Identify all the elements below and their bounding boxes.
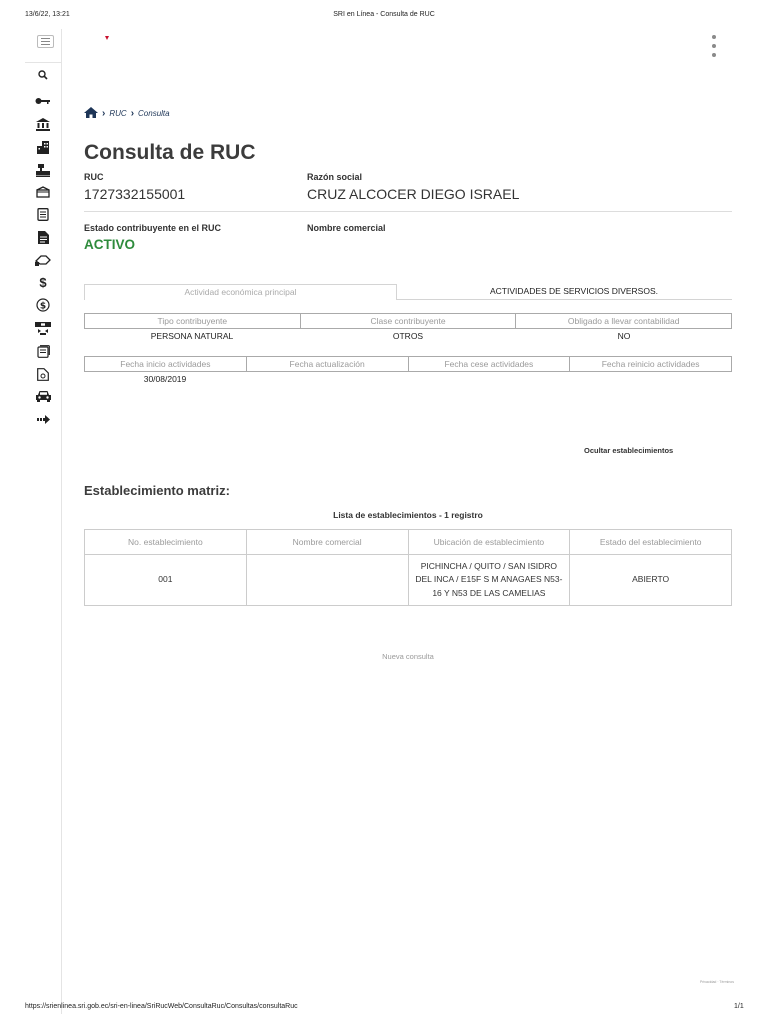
fecha-cese-header: Fecha cese actividades <box>409 357 571 371</box>
nombre-comercial-label: Nombre comercial <box>307 223 386 233</box>
estado-value: ACTIVO <box>84 237 136 252</box>
page-title: Consulta de RUC <box>84 141 256 164</box>
menu-icon[interactable] <box>37 35 54 48</box>
file-icon[interactable] <box>34 229 52 245</box>
divider <box>397 299 732 300</box>
fechas-grid <box>84 356 732 386</box>
more-options-icon[interactable] <box>706 35 722 57</box>
fecha-actualizacion-value <box>246 372 408 386</box>
svg-text:$: $ <box>39 301 47 312</box>
ruc-label: RUC <box>84 172 104 182</box>
no-establecimiento-header: No. establecimiento <box>85 530 247 555</box>
ruc-value: 1727332155001 <box>84 186 186 202</box>
tipo-grid-values <box>84 329 732 343</box>
arrow-right-icon[interactable] <box>34 411 52 427</box>
ubicacion-header: Ubicación de establecimiento <box>408 530 570 555</box>
print-page-number: 1/1 <box>734 1003 744 1010</box>
chevron-right-icon: › <box>102 107 106 119</box>
actividad-label: Actividad económica principal <box>84 284 397 300</box>
privacy-terms-link[interactable]: Privacidad · Términos <box>700 980 734 984</box>
print-url: https://srienlinea.sri.gob.ec/sri-en-linea/SriRucWeb/ConsultaRuc/Consultas/consultaRuc <box>25 1003 298 1010</box>
fechas-grid-header <box>84 356 732 372</box>
fecha-reinicio-value <box>570 372 732 386</box>
breadcrumb <box>84 106 170 120</box>
bank-icon[interactable] <box>34 116 52 132</box>
divider <box>84 211 732 212</box>
obligado-contabilidad-value: NO <box>617 331 631 341</box>
establecimientos-caption: Lista de establecimientos - 1 registro <box>333 510 483 520</box>
logo-marker-icon <box>105 36 109 40</box>
obligado-contabilidad-header: Obligado a llevar contabilidad <box>567 316 680 326</box>
clase-contribuyente-value: OTROS <box>392 331 424 341</box>
establecimientos-table <box>84 529 732 606</box>
key-icon[interactable] <box>34 93 52 109</box>
chevron-right-icon: › <box>130 107 135 119</box>
estado-label: Estado contribuyente en el RUC <box>84 223 222 233</box>
nueva-consulta-button[interactable]: Nueva consulta <box>382 652 434 661</box>
tipo-grid-header <box>84 313 732 329</box>
hand-icon[interactable] <box>34 252 52 268</box>
document-search-icon[interactable] <box>34 366 52 382</box>
home-icon[interactable] <box>84 107 98 120</box>
box-icon[interactable] <box>34 184 52 200</box>
buildings-icon[interactable] <box>34 139 52 155</box>
document-icon[interactable] <box>34 206 52 222</box>
table-header-row <box>85 530 732 555</box>
clase-contribuyente-header: Clase contribuyente <box>301 314 517 328</box>
cash-register-icon[interactable] <box>34 162 52 178</box>
nombre-comercial-header: Nombre comercial <box>246 530 408 555</box>
dollar-icon[interactable]: $ <box>39 274 47 290</box>
fecha-inicio-header: Fecha inicio actividades <box>85 357 247 371</box>
establecimiento-matriz-title: Establecimiento matriz: <box>84 483 230 498</box>
nombre-comercial-cell <box>246 555 408 606</box>
tipo-grid <box>84 313 732 343</box>
estado-establecimiento-header: Estado del establecimiento <box>570 530 732 555</box>
fechas-grid-values <box>84 372 732 386</box>
ocultar-establecimientos-button[interactable]: Ocultar establecimientos <box>584 446 674 455</box>
sidebar <box>25 29 62 1014</box>
car-icon[interactable] <box>34 388 52 404</box>
fecha-actualizacion-header: Fecha actualización <box>247 357 409 371</box>
fecha-reinicio-header: Fecha reinicio actividades <box>601 359 700 369</box>
money-exchange-icon[interactable] <box>34 320 52 336</box>
fecha-cese-value <box>408 372 570 386</box>
receipt-icon[interactable] <box>34 343 52 359</box>
sidebar-header <box>25 29 61 63</box>
search-icon[interactable] <box>34 67 52 83</box>
print-datetime: 13/6/22, 13:21 <box>25 11 70 18</box>
razon-social-label: Razón social <box>307 172 363 182</box>
breadcrumb-item-consulta: Consulta <box>138 108 170 118</box>
no-establecimiento-cell: 001 <box>85 555 247 606</box>
razon-social-value: CRUZ ALCOCER DIEGO ISRAEL <box>307 186 520 202</box>
ubicacion-cell: PICHINCHA / QUITO / SAN ISIDRO DEL INCA / E15F S M ANAGAES N53-16 Y N53 DE LAS CAMELIAS <box>408 555 570 606</box>
actividad-value: ACTIVIDADES DE SERVICIOS DIVERSOS. <box>490 286 658 296</box>
print-page-title: SRI en Línea - Consulta de RUC <box>333 11 435 18</box>
table-row <box>85 555 732 606</box>
fecha-inicio-value: 30/08/2019 <box>143 374 187 384</box>
tipo-contribuyente-header: Tipo contribuyente <box>85 314 301 328</box>
tipo-contribuyente-value: PERSONA NATURAL <box>150 331 234 341</box>
dollar-circle-icon[interactable] <box>34 297 52 313</box>
estado-establecimiento-cell: ABIERTO <box>570 555 732 606</box>
breadcrumb-item-ruc[interactable]: RUC <box>109 108 127 118</box>
